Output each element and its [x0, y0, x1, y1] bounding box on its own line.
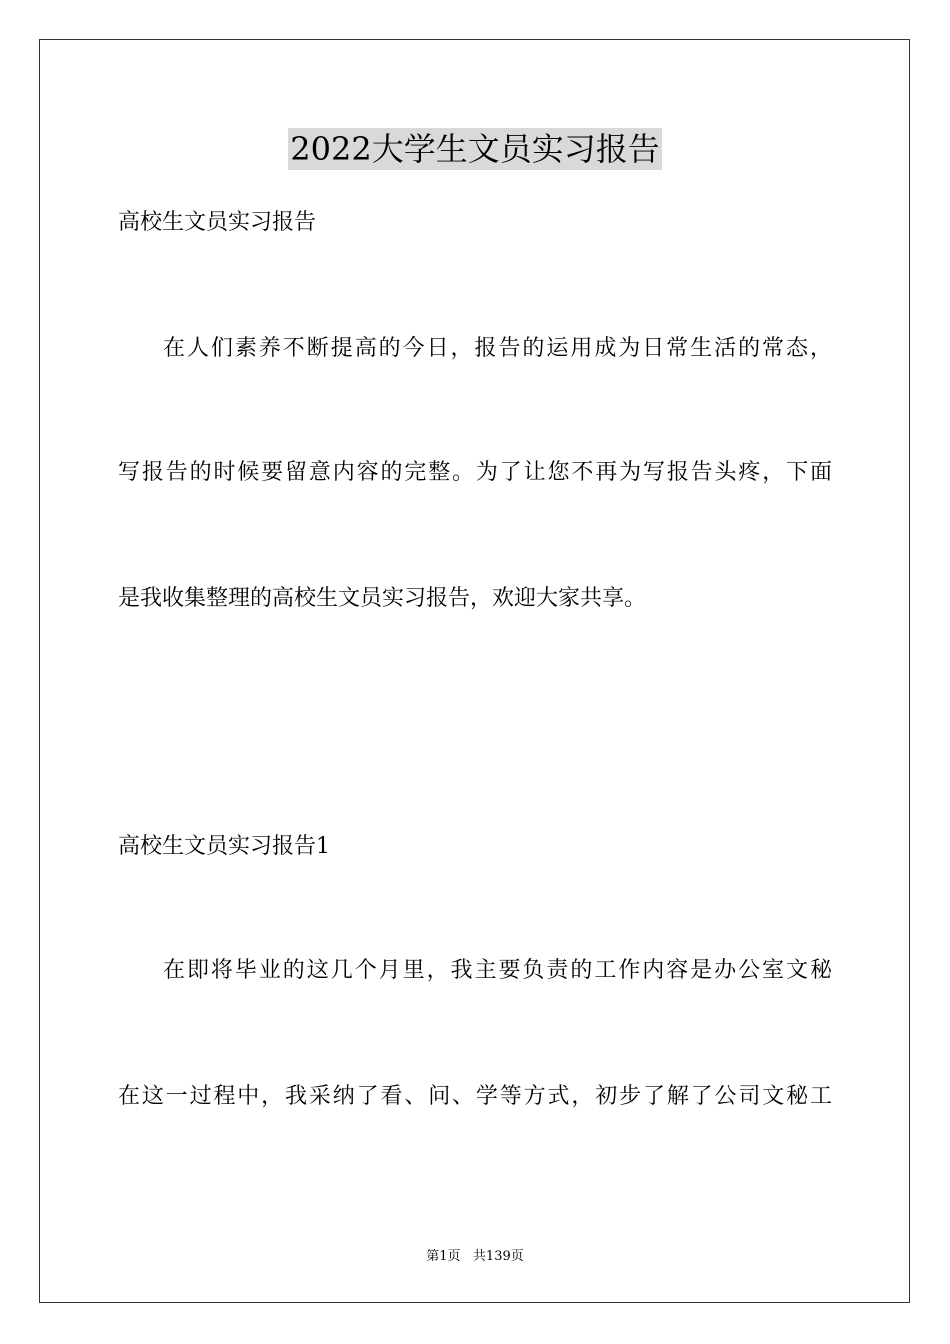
document-subtitle: 高校生文员实习报告: [118, 210, 317, 235]
page-number-label: 第1页 共139页: [426, 1249, 524, 1264]
paragraph-1-line-1: 在人们素养不断提高的今日，报告的运用成为日常生活的常态，: [163, 336, 832, 361]
section-heading: 高校生文员实习报告1: [118, 834, 330, 859]
paragraph-2-line-2: 在这一过程中，我采纳了看、问、学等方式，初步了解了公司文秘工: [118, 1084, 832, 1109]
paragraph-1-line-2: 写报告的时候要留意内容的完整。为了让您不再为写报告头疼，下面: [118, 460, 832, 485]
page-footer: [0, 1248, 950, 1266]
title-container: [0, 128, 950, 170]
document-title: 2022大学生文员实习报告: [290, 130, 660, 168]
paragraph-1-line-3: 是我收集整理的高校生文员实习报告，欢迎大家共享。: [118, 586, 647, 611]
paragraph-2-line-1: 在即将毕业的这几个月里，我主要负责的工作内容是办公室文秘: [163, 958, 832, 983]
